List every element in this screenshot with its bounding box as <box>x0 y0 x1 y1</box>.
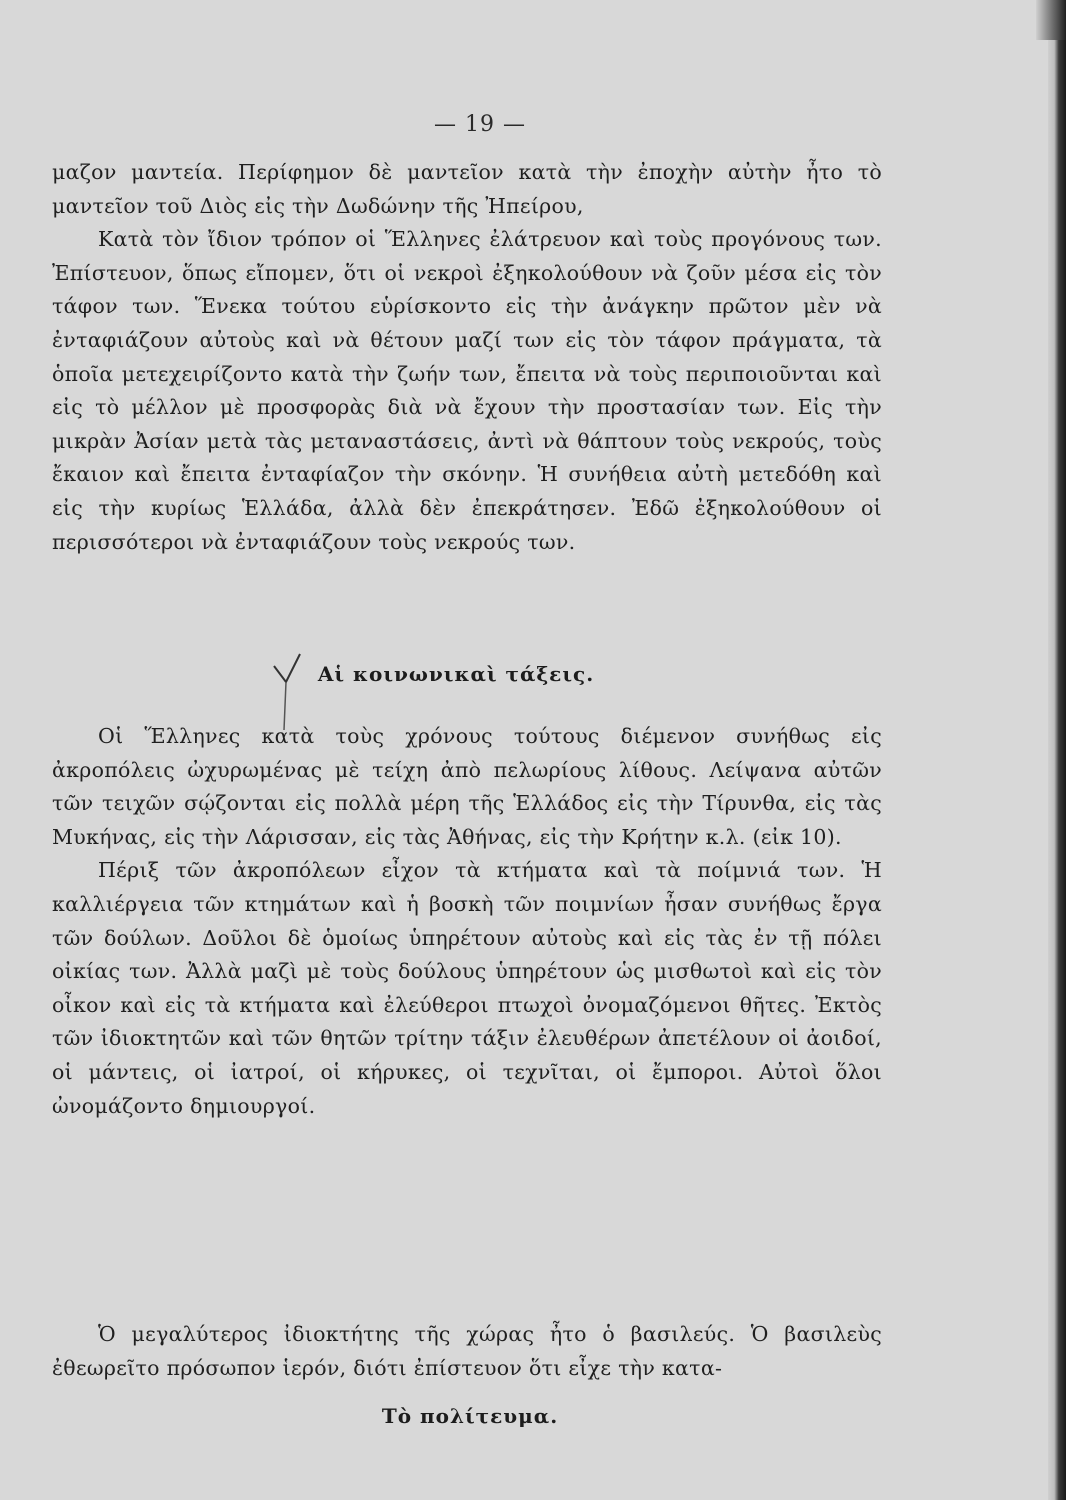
page-number: — 19 — <box>434 112 526 137</box>
paragraph-king: Ὁ μεγαλύτερος ἰδιοκτήτης τῆς χώρας ἦτο ὁ βασιλεύς. Ὁ βασιλεὺς ἐθεωρεῖτο πρόσωπον ἱερόν, διότι ἐπίστευον ὅτι εἶχε τὴν κατα- <box>52 1322 882 1380</box>
paragraph-classes: Πέριξ τῶν ἀκροπόλεων εἶχον τὰ κτήματα καὶ τὰ ποίμνιά των. Ἡ καλλιέργεια τῶν κτημάτων καὶ ἡ βοσκὴ τῶν ποιμνίων ἦσαν συνήθως ἔργα τῶν δούλων. Δοῦλοι δὲ ὁμοίως ὑπηρέτουν αὐτοὺς καὶ εἰς τὰς ἐν τῇ πόλει οἰκίας των. Ἀλλὰ μαζὶ μὲ τοὺς δούλους ὑπηρέτουν ὡς μισθωτοὶ καὶ εἰς τὸν οἶκον καὶ εἰς τὰ κτήματα καὶ ἐλεύθεροι πτωχοὶ ὀνομαζόμενοι θῆτες. Ἐκτὸς τῶν ἰδιοκτητῶν καὶ τῶν θητῶν τρίτην τάξιν ἐλευθέρων ἀπετέλουν οἱ ἀοιδοί, οἱ μάντεις, οἱ ἰατροί, οἱ κήρυκες, οἱ τεχνῖται, οἱ ἔμποροι. Αὐτοὶ ὅλοι ὠνομάζοντο δημιουργοί. <box>52 858 882 1118</box>
text-block-worship <box>52 156 882 559</box>
section-heading-social-classes: Αἱ κοινωνικαὶ τάξεις. <box>317 662 595 686</box>
paragraph-oracle: μαζον μαντεία. Περίφημον δὲ μαντεῖον κατὰ τὴν ἐποχὴν αὐτὴν ἦτο τὸ μαντεῖον τοῦ Διὸς εἰς τὴν Δωδώνην τῆς Ἠπείρου, <box>52 160 882 218</box>
text-block-social-classes <box>52 720 882 1123</box>
page-corner-shadow <box>1036 0 1066 40</box>
page-edge-shadow <box>1048 0 1066 1500</box>
section-heading-polity: Τὸ πολίτευμα. <box>381 1404 559 1428</box>
text-block-polity <box>52 1318 882 1385</box>
paragraph-ancestors: Κατὰ τὸν ἴδιον τρόπον οἱ Ἕλληνες ἐλάτρευον καὶ τοὺς προγόνους των. Ἐπίστευον, ὅπως εἴπομεν, ὅτι οἱ νεκροὶ ἐξηκολούθουν νὰ ζοῦν μέσα εἰς τὸν τάφον των. Ἕνεκα τούτου εὑρίσκοντο εἰς τὴν ἀνάγκην πρῶτον μὲν νὰ ἐνταφιάζουν αὐτοὺς καὶ νὰ θέτουν μαζί των εἰς τὸν τάφον πράγματα, τὰ ὁποῖα μετεχειρίζοντο κατὰ τὴν ζωήν των, ἔπειτα νὰ τοὺς περιποιοῦνται καὶ εἰς τὸ μέλλον μὲ προσφορὰς διὰ νὰ ἔχουν τὴν προστασίαν των. Εἰς τὴν μικρὰν Ἀσίαν μετὰ τὰς μεταναστάσεις, ἀντὶ νὰ θάπτουν τοὺς νεκρούς, τοὺς ἔκαιον καὶ ἔπειτα ἐνταφίαζον τὴν σκόνην. Ἡ συνήθεια αὐτὴ μετεδόθη καὶ εἰς τὴν κυρίως Ἑλλάδα, ἀλλὰ δὲν ἐπεκράτησεν. Ἐδῶ ἐξηκολούθουν οἱ περισσότεροι νὰ ἐνταφιάζουν τοὺς νεκρούς των. <box>52 227 882 554</box>
paragraph-acropoleis: Οἱ Ἕλληνες κατὰ τοὺς χρόνους τούτους διέμενον συνήθως εἰς ἀκροπόλεις ὠχυρωμένας μὲ τείχη ἀπὸ πελωρίους λίθους. Λείψανα αὐτῶν τῶν τειχῶν σῴζονται εἰς πολλὰ μέρη τῆς Ἑλλάδος εἰς τὴν Τίρυνθα, εἰς τὰς Μυκήνας, εἰς τὴν Λάρισσαν, εἰς τὰς Ἀθήνας, εἰς τὴν Κρήτην κ.λ. (εἰκ 10). <box>52 724 882 849</box>
